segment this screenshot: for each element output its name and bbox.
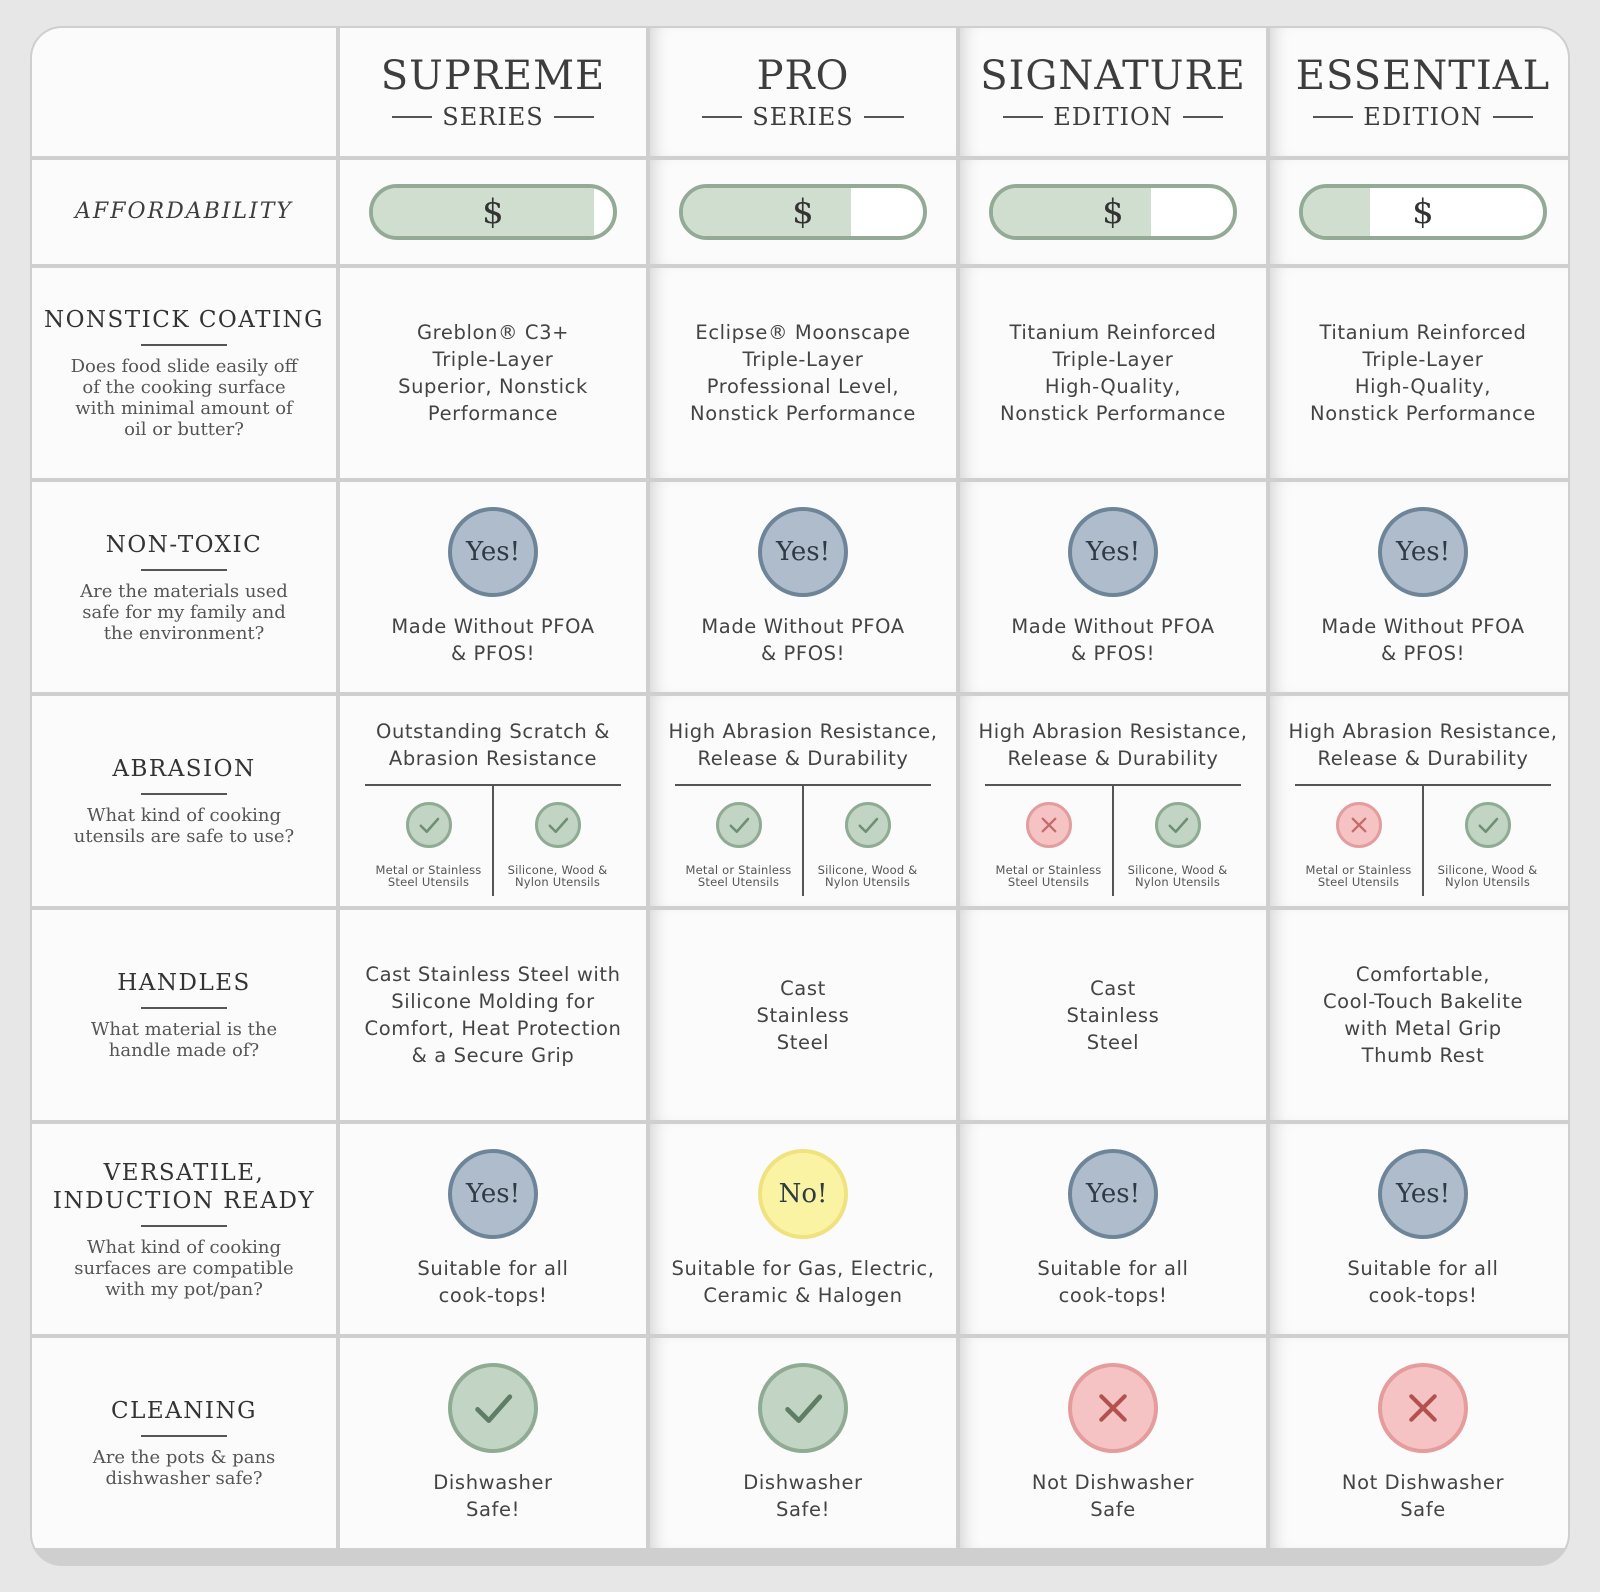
series-sub-label: EDITION: [1053, 103, 1173, 131]
text-line: Comfort, Heat Protection: [364, 1017, 622, 1040]
no-badge: No!: [758, 1149, 848, 1239]
cross-icon: [1026, 802, 1072, 848]
text-line: Metal or Stainless: [685, 863, 792, 877]
text-line: Suitable for all: [1347, 1257, 1499, 1280]
row-title: VERSATILE, INDUCTION READY: [52, 1159, 316, 1214]
check-icon: [716, 802, 762, 848]
text-line: Greblon® C3+: [416, 321, 570, 344]
dollar-sign: $: [1412, 192, 1434, 232]
utensil-label: [1128, 864, 1228, 888]
text-line: Triple-Layer: [1362, 348, 1484, 371]
dollar-sign: $: [482, 192, 504, 232]
text-line: Release & Durability: [1317, 747, 1529, 770]
text-line: High Abrasion Resistance,: [1288, 720, 1558, 743]
column-header: [960, 28, 1266, 156]
utensil-compatibility: [675, 786, 931, 896]
series-sub-label: SERIES: [442, 103, 544, 131]
cell-text: [1321, 613, 1524, 667]
divider: [141, 344, 227, 346]
yes-badge: Yes!: [448, 1149, 538, 1239]
affordability-cell: [340, 160, 646, 264]
dash: [1003, 116, 1043, 118]
text-line: Nonstick Performance: [1000, 402, 1226, 425]
column-header: [1270, 28, 1570, 156]
metal-utensils: [1295, 786, 1422, 896]
text-line: Made Without PFOA: [1321, 615, 1525, 638]
row-question: What kind of cooking utensils are safe to use?: [73, 805, 295, 847]
text-line: Safe: [1400, 1498, 1446, 1521]
cleaning-cell: [650, 1338, 956, 1548]
metal-utensils: [675, 786, 802, 896]
text-line: Stainless: [1066, 1003, 1160, 1027]
row-label-handles: [32, 910, 336, 1120]
text-line: Metal or Stainless: [375, 863, 482, 877]
text-line: & PFOS!: [450, 642, 536, 665]
text-line: Dishwasher: [433, 1471, 553, 1494]
utensil-compatibility: [985, 786, 1241, 896]
text-line: Abrasion Resistance: [388, 747, 598, 770]
text-line: Metal or Stainless: [995, 863, 1102, 877]
handles-cell: [340, 910, 646, 1120]
check-icon: [448, 1363, 538, 1453]
soft-utensils: [802, 786, 931, 896]
text-line: Release & Durability: [697, 747, 909, 770]
nontoxic-cell: [1270, 482, 1570, 692]
cell-text: [1288, 718, 1557, 772]
text-line: Steel Utensils: [1007, 875, 1090, 889]
affordability-bar: [679, 184, 927, 240]
text-line: Silicone, Wood &: [817, 863, 918, 877]
series-name: SIGNATURE: [980, 53, 1246, 99]
abrasion-cell: [340, 696, 646, 906]
column-header: [650, 28, 956, 156]
text-line: Thumb Rest: [1361, 1044, 1485, 1067]
nonstick-cell: [1270, 268, 1570, 478]
divider: [141, 1225, 227, 1227]
text-line: Steel Utensils: [387, 875, 470, 889]
affordability-cell: [650, 160, 956, 264]
cell-text: [433, 1469, 552, 1523]
cleaning-cell: [340, 1338, 646, 1548]
text-line: Nonstick Performance: [690, 402, 916, 425]
text-line: Metal or Stainless: [1305, 863, 1412, 877]
abrasion-cell: [960, 696, 1266, 906]
text-line: Silicone, Wood &: [1127, 863, 1228, 877]
cell-text: [1000, 319, 1226, 427]
text-line: & PFOS!: [1070, 642, 1156, 665]
dollar-sign: $: [792, 192, 814, 232]
cell-text: [376, 718, 610, 772]
series-sub-label: SERIES: [752, 103, 854, 131]
series-subtitle: [702, 103, 903, 131]
divider: [141, 1007, 227, 1009]
text-line: Titanium Reinforced: [1009, 321, 1217, 344]
handles-cell: [650, 910, 956, 1120]
utensil-label: [508, 864, 608, 888]
row-question: Are the materials used safe for my family and the environment?: [80, 580, 288, 644]
text-line: Steel: [776, 1030, 830, 1054]
cell-text: [1347, 1255, 1498, 1309]
text-line: Nylon Utensils: [1134, 875, 1221, 889]
text-line: Eclipse® Moonscape: [695, 321, 911, 344]
text-line: cook-tops!: [1368, 1284, 1478, 1307]
nontoxic-cell: [960, 482, 1266, 692]
text-line: Silicone Molding for: [391, 990, 595, 1013]
cell-text: [1067, 975, 1160, 1056]
yes-badge: Yes!: [758, 507, 848, 597]
text-line: Suitable for all: [417, 1257, 569, 1280]
text-line: with Metal Grip: [1344, 1017, 1502, 1040]
check-icon: [1155, 802, 1201, 848]
series-name: SUPREME: [380, 53, 606, 99]
text-line: Comfortable,: [1355, 963, 1491, 986]
text-line: Cast: [1090, 976, 1136, 1000]
cell-text: [1037, 1255, 1188, 1309]
soft-utensils: [1422, 786, 1551, 896]
series-subtitle: [1313, 103, 1532, 131]
metal-utensils: [985, 786, 1112, 896]
utensil-label: [1305, 864, 1411, 888]
text-line: Made Without PFOA: [1011, 615, 1215, 638]
nonstick-cell: [650, 268, 956, 478]
cell-text: [668, 718, 937, 772]
series-name: PRO: [756, 53, 850, 99]
cell-text: [743, 1469, 862, 1523]
yes-badge: Yes!: [1378, 507, 1468, 597]
text-line: Nylon Utensils: [824, 875, 911, 889]
induction-cell: [340, 1124, 646, 1334]
affordability-bar: [989, 184, 1237, 240]
text-line: Safe: [1090, 1498, 1136, 1521]
text-line: Triple-Layer: [1052, 348, 1174, 371]
abrasion-cell: [650, 696, 956, 906]
cell-text: [757, 975, 850, 1056]
induction-cell: [650, 1124, 956, 1334]
text-line: High Abrasion Resistance,: [978, 720, 1248, 743]
utensil-label: [685, 864, 791, 888]
text-line: Cast: [780, 976, 826, 1000]
cell-text: [671, 1255, 934, 1309]
text-line: Superior, Nonstick: [398, 375, 588, 398]
text-line: & PFOS!: [1380, 642, 1466, 665]
row-title: NONSTICK COATING: [43, 307, 325, 333]
series-subtitle: [392, 103, 593, 131]
series-name: ESSENTIAL: [1295, 53, 1551, 99]
text-line: Suitable for Gas, Electric,: [671, 1257, 935, 1280]
divider: [141, 1435, 227, 1437]
column-header: [340, 28, 646, 156]
cell-text: [398, 319, 588, 427]
utensil-compatibility: [1295, 786, 1551, 896]
affordability-bar: [369, 184, 617, 240]
soft-utensils: [1112, 786, 1241, 896]
cell-text: [1342, 1469, 1504, 1523]
check-icon: [406, 802, 452, 848]
row-title: HANDLES: [117, 970, 251, 996]
utensil-label: [995, 864, 1101, 888]
abrasion-cell: [1270, 696, 1570, 906]
row-label-nontoxic: [32, 482, 336, 692]
induction-cell: [1270, 1124, 1570, 1334]
affordability-cell: [960, 160, 1266, 264]
text-line: High-Quality,: [1044, 375, 1182, 398]
text-line: High Abrasion Resistance,: [668, 720, 938, 743]
text-line: Triple-Layer: [742, 348, 864, 371]
text-line: & PFOS!: [760, 642, 846, 665]
nontoxic-cell: [650, 482, 956, 692]
affordability-bar: [1299, 184, 1547, 240]
induction-cell: [960, 1124, 1266, 1334]
row-title: CLEANING: [111, 1398, 257, 1424]
cell-text: [690, 319, 916, 427]
text-line: Ceramic & Halogen: [703, 1284, 903, 1307]
dash: [1313, 116, 1353, 118]
row-question: Does food slide easily off of the cooking surface with minimal amount of oil or butter?: [70, 356, 298, 440]
metal-utensils: [365, 786, 492, 896]
text-line: Suitable for all: [1037, 1257, 1189, 1280]
dollar-sign: $: [1102, 192, 1124, 232]
text-line: Steel: [1086, 1030, 1140, 1054]
cleaning-cell: [960, 1338, 1266, 1548]
check-icon: [535, 802, 581, 848]
cleaning-cell: [1270, 1338, 1570, 1548]
cell-text: [701, 613, 904, 667]
yes-badge: Yes!: [1068, 507, 1158, 597]
text-line: High-Quality,: [1354, 375, 1492, 398]
row-label-affordability: [32, 160, 336, 264]
cross-icon: [1068, 1363, 1158, 1453]
cell-text: [1323, 961, 1523, 1069]
text-line: Performance: [427, 402, 559, 425]
cross-icon: [1336, 802, 1382, 848]
text-line: Cool-Touch Bakelite: [1322, 990, 1524, 1013]
text-line: Nylon Utensils: [514, 875, 601, 889]
text-line: Steel Utensils: [697, 875, 780, 889]
row-question: What kind of cooking surfaces are compatible with my pot/pan?: [74, 1236, 294, 1300]
check-icon: [845, 802, 891, 848]
handles-cell: [960, 910, 1266, 1120]
row-label-cleaning: [32, 1338, 336, 1548]
text-line: Stainless: [756, 1003, 850, 1027]
text-line: Made Without PFOA: [391, 615, 595, 638]
dash: [1493, 116, 1533, 118]
yes-badge: Yes!: [1068, 1149, 1158, 1239]
dash: [702, 116, 742, 118]
check-icon: [1465, 802, 1511, 848]
cell-text: [978, 718, 1247, 772]
text-line: Nylon Utensils: [1444, 875, 1531, 889]
cell-text: [391, 613, 594, 667]
yes-badge: Yes!: [1378, 1149, 1468, 1239]
text-line: Not Dishwasher: [1341, 1471, 1505, 1494]
row-title: AFFORDABILITY: [75, 199, 293, 224]
text-line: Silicone, Wood &: [1437, 863, 1538, 877]
text-line: cook-tops!: [438, 1284, 548, 1307]
row-label-nonstick: [32, 268, 336, 478]
text-line: Silicone, Wood &: [507, 863, 608, 877]
utensil-label: [1438, 864, 1538, 888]
yes-badge: Yes!: [448, 507, 538, 597]
text-line: Cast Stainless Steel with: [365, 963, 621, 986]
series-subtitle: [1003, 103, 1222, 131]
text-line: Safe!: [775, 1498, 830, 1521]
text-line: Steel Utensils: [1317, 875, 1400, 889]
cell-text: [1310, 319, 1536, 427]
dash: [1183, 116, 1223, 118]
row-question: What material is the handle made of?: [90, 1019, 278, 1061]
handles-cell: [1270, 910, 1570, 1120]
cell-text: [365, 961, 622, 1069]
text-line: Dishwasher: [743, 1471, 863, 1494]
text-line: Release & Durability: [1007, 747, 1219, 770]
utensil-compatibility: [365, 786, 621, 896]
utensil-label: [818, 864, 918, 888]
dash: [554, 116, 594, 118]
row-title: NON-TOXIC: [105, 531, 263, 558]
divider: [141, 793, 227, 795]
dash: [392, 116, 432, 118]
comparison-table: [30, 26, 1570, 1566]
corner-cell: [32, 28, 336, 156]
row-label-abrasion: [32, 696, 336, 906]
nonstick-cell: [960, 268, 1266, 478]
soft-utensils: [492, 786, 621, 896]
text-line: Outstanding Scratch &: [376, 720, 610, 743]
text-line: Made Without PFOA: [701, 615, 905, 638]
series-sub-label: EDITION: [1363, 103, 1483, 131]
check-icon: [758, 1363, 848, 1453]
row-question: Are the pots & pans dishwasher safe?: [92, 1447, 276, 1489]
text-line: Triple-Layer: [432, 348, 554, 371]
text-line: cook-tops!: [1058, 1284, 1168, 1307]
row-label-induction: [32, 1124, 336, 1334]
text-line: Professional Level,: [706, 375, 900, 398]
text-line: Nonstick Performance: [1310, 402, 1536, 425]
dash: [864, 116, 904, 118]
cell-text: [1011, 613, 1214, 667]
cross-icon: [1378, 1363, 1468, 1453]
text-line: Not Dishwasher: [1031, 1471, 1195, 1494]
text-line: Titanium Reinforced: [1319, 321, 1527, 344]
text-line: Safe!: [465, 1498, 520, 1521]
affordability-cell: [1270, 160, 1570, 264]
nontoxic-cell: [340, 482, 646, 692]
cell-text: [1032, 1469, 1194, 1523]
cell-text: [417, 1255, 568, 1309]
utensil-label: [375, 864, 481, 888]
text-line: & a Secure Grip: [411, 1044, 575, 1067]
nonstick-cell: [340, 268, 646, 478]
row-title: ABRASION: [112, 756, 256, 782]
divider: [141, 569, 227, 571]
